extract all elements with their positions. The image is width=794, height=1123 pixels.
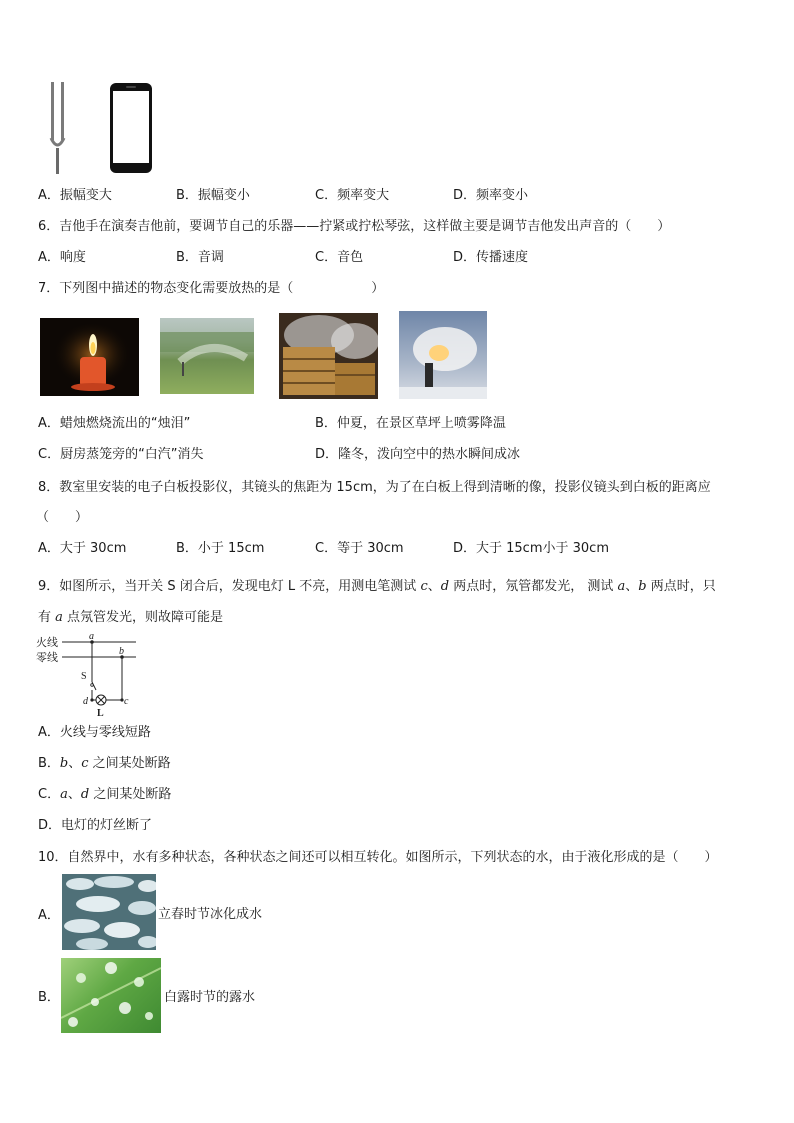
q6-option-d: D．传播速度: [453, 250, 529, 265]
dew-image: [61, 958, 161, 1033]
melting-ice-image: [62, 874, 156, 950]
lamp-label: L: [97, 708, 104, 719]
q9-stem-line1: 9．如图所示，当开关 S 闭合后，发现电灯 L 不亮，用测电笔测试 c、d 两点时，氖管都发光， 测试 a、b 两点时，只: [38, 579, 716, 594]
q8-stem: 8．教室里安装的电子白板投影仪，其镜头的焦距为 15cm，为了在白板上得到清晰的像，投影仪镜头到白板的距离应: [38, 480, 711, 495]
point-a-label: a: [89, 631, 94, 642]
q8-option-a: A．大于 30cm: [38, 541, 127, 556]
q6-option-b: B．音调: [176, 250, 224, 265]
q7-option-b: B．仲夏，在景区草坪上喷雾降温: [315, 416, 506, 431]
q9-option-a: A．火线与零线短路: [38, 725, 151, 740]
q7-stem: 7．下列图中描述的物态变化需要放热的是（ ）: [38, 281, 385, 296]
q5-option-d: D．频率变小: [453, 188, 529, 203]
q9-option-d: D．电灯的灯丝断了: [38, 818, 153, 833]
fire-line-label: 火线: [36, 637, 58, 649]
q10-option-b-text: 白露时节的露水: [164, 990, 256, 1005]
point-d-label: d: [83, 696, 88, 707]
q7-option-d: D．隆冬，泼向空中的热水瞬间成冰: [315, 447, 521, 462]
q10-stem: 10．自然界中，水有多种状态，各种状态之间还可以相互转化。如图所示，下列状态的水，由于液化形成的是（ ）: [38, 850, 718, 865]
q7-option-c: C．厨房蒸笼旁的“白汽”消失: [38, 447, 204, 462]
q7-option-a: A．蜡烛燃烧流出的“烛泪”: [38, 416, 191, 431]
tuning-fork-image: [48, 82, 68, 176]
q5-option-c: C．频率变大: [315, 188, 390, 203]
steamer-image: [279, 313, 378, 399]
q10-option-a-letter: A．: [38, 908, 60, 923]
q10-option-b-letter: B．: [38, 990, 60, 1005]
q9-stem-line2: 有 a 点氖管发光，则故障可能是: [38, 610, 224, 625]
circuit-diagram: [36, 630, 146, 720]
q5-option-a: A．振幅变大: [38, 188, 112, 203]
q6-option-c: C．音色: [315, 250, 364, 265]
switch-label: S: [81, 671, 87, 682]
q8-stem-paren: （ ）: [36, 510, 89, 525]
frozen-water-image: [399, 311, 487, 399]
zero-line-label: 零线: [36, 652, 58, 664]
point-b-label: b: [119, 646, 124, 657]
phone-image: [109, 82, 153, 174]
lawn-spray-image: [160, 318, 254, 394]
q9-option-b: B．b、c 之间某处断路: [38, 756, 171, 771]
q10-option-a-text: 立春时节冰化成水: [158, 907, 263, 922]
candle-image: [40, 318, 139, 396]
q6-option-a: A．响度: [38, 250, 86, 265]
q6-stem: 6．吉他手在演奏吉他前，要调节自己的乐器——拧紧或拧松琴弦，这样做主要是调节吉他发出声音的（ ）: [38, 219, 671, 234]
q8-option-c: C．等于 30cm: [315, 541, 404, 556]
q9-option-c: C．a、d 之间某处断路: [38, 787, 172, 802]
q8-option-b: B．小于 15cm: [176, 541, 265, 556]
q8-option-d: D．大于 15cm小于 30cm: [453, 541, 609, 556]
q5-option-b: B．振幅变小: [176, 188, 250, 203]
point-c-label: c: [124, 696, 129, 707]
